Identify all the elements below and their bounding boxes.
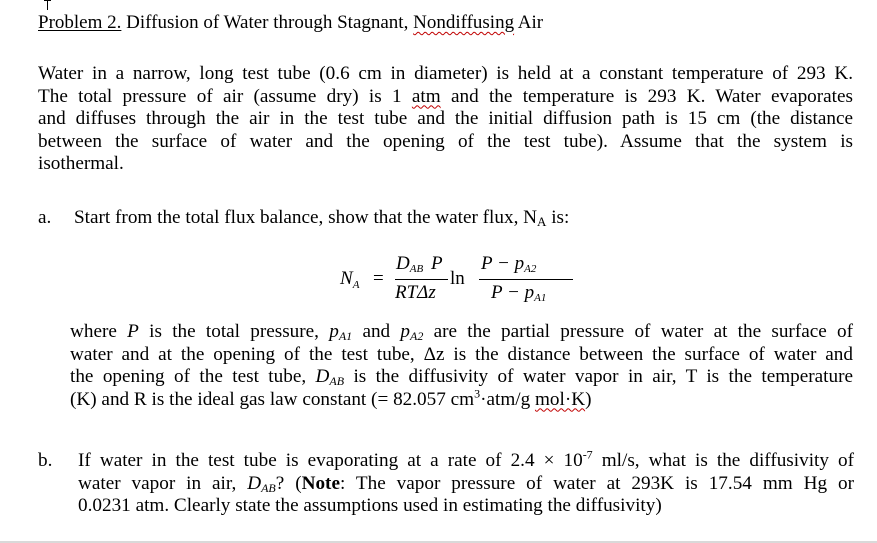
- eq-ln: ln: [450, 268, 465, 289]
- problem-title: [38, 11, 543, 35]
- problem-label: Problem 2.: [38, 12, 122, 33]
- eq-num-p: P: [431, 253, 443, 274]
- eq-num-d: $D_{AB}$: [396, 253, 424, 275]
- flux-equation: [340, 248, 600, 318]
- part-a-subscript: A: [537, 214, 547, 229]
- part-a-text: Start from the total flux balance, show that the water flux, N: [74, 207, 538, 228]
- eq-rnum: $P - p_{A2}$: [481, 253, 537, 275]
- text-cursor: [47, 0, 48, 10]
- intro-line: between the surface of water and the opening of the test tube). Assume that the system is: [38, 130, 853, 152]
- eq-equals: =: [373, 268, 384, 289]
- intro-line: isothermal.: [38, 153, 124, 174]
- where-line: water and at the opening of the test tube, Δz is the distance between the surface of water and: [70, 343, 853, 365]
- part-b-line: If water in the test tube is evaporating at a rate of $2.4 \times 10^{-7}$ ml/s, what is the diffusivity of: [78, 447, 854, 471]
- problem-heading: Diffusion of Water through Stagnant, Nondiffusing Air: [126, 12, 544, 33]
- part-b-body: [78, 449, 854, 517]
- part-b-line: 0.0231 atm. Clearly state the assumptions used in estimating the diffusivity): [78, 495, 662, 516]
- part-a-tail: is:: [546, 207, 570, 228]
- intro-line: The total pressure of air (assume dry) is 1 atm and the temperature is 293 K. Water evaporates: [38, 85, 853, 107]
- eq-frac-line-right: [479, 279, 573, 280]
- eq-den: RTΔz: [395, 282, 436, 303]
- eq-rden: $P - p_{A1}$: [491, 282, 547, 304]
- where-line: (K) and R is the ideal gas law constant (= 82.057 $cm^3\cdot atm/g$ mol·K): [70, 386, 592, 410]
- eq-frac-line-left: [395, 279, 448, 280]
- where-line: where P is the total pressure, pA1 and pA2 are the partial pressure of water at the surface of: [70, 321, 854, 343]
- part-b-line: water vapor in air, DAB? (Note: The vapor pressure of water at 293K is 17.54 mm Hg or: [78, 472, 854, 495]
- intro-line: Water in a narrow, long test tube (0.6 cm in diameter) is held at a constant temperature of 293 K.: [38, 63, 853, 84]
- part-a-question: [38, 206, 569, 230]
- eq-lhs: $N_A$: [340, 268, 360, 291]
- where-paragraph: [70, 321, 853, 411]
- where-line: the opening of the test tube, DAB is the diffusivity of water vapor in air, T is the temperature: [70, 366, 853, 388]
- intro-line: and diffuses through the air in the test tube and the initial diffusion path is 15 cm (the distance: [38, 108, 853, 129]
- part-a-label: a.: [38, 207, 52, 228]
- part-b-label: b.: [38, 450, 53, 471]
- intro-paragraph: [38, 63, 853, 176]
